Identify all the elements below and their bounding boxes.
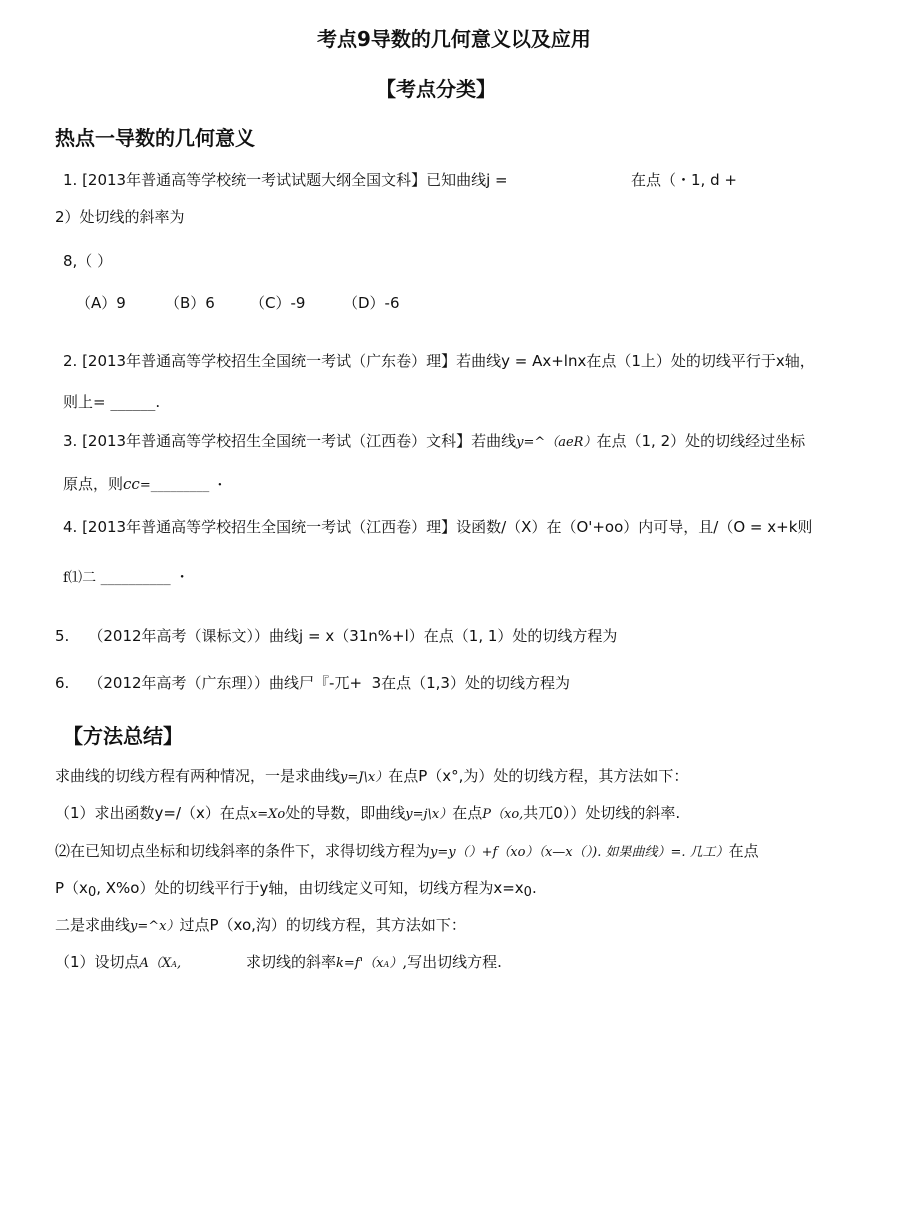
method-p2-g: 共兀0））处切线的斜率. — [523, 804, 681, 822]
method-p6-comma: , — [176, 956, 182, 971]
method-p6-sub1: A — [171, 960, 177, 969]
method-p6-d: 求切线的斜率 — [246, 953, 337, 971]
method-p6-paren: ） — [389, 956, 403, 971]
method-p4-b: , X%o）处的切线平行于y轴，由切线定义可知，切线方程为x=x — [96, 879, 524, 897]
q3-line1-c: 在点（1, 2）处的切线经过坐标 — [596, 432, 806, 450]
q1-line1-b: 在点（・1, d + — [631, 171, 737, 189]
q1-option-a: （A）9 — [76, 294, 126, 312]
method-p2-formula2: y=j\x） — [405, 807, 453, 822]
q1-line2: 2）处切线的斜率为 — [55, 208, 185, 226]
method-p2-formula1: x=Xo — [249, 807, 286, 822]
method-p3-formula: y=y（）+f（xo）（x—x（）). 如果曲线）=. 几工） — [430, 845, 729, 860]
method-p5 — [55, 915, 466, 937]
method-p2-c: 处的导数，即曲线 — [285, 804, 406, 822]
method-p6-right — [246, 952, 502, 975]
method-p5-c: 过点P（xo,沟）的切线方程，其方法如下： — [179, 916, 466, 934]
method-p4-sub1: 0 — [87, 885, 97, 900]
method-p3 — [55, 841, 759, 863]
q4-line1: 4. [2013年普通高等学校招生全国统一考试（江西卷）理】设函数/（X）在（O'+oo）内可导，且/（O = x+k则 — [63, 518, 813, 536]
category-heading: 【考点分类】 — [376, 77, 496, 101]
q3-line1-a: 3. [2013年普通高等学校招生全国统一考试（江西卷）文科】若曲线 — [63, 432, 517, 450]
method-p6-formula2: k=f'（x — [336, 956, 384, 971]
q1-line3: 8,（ ） — [63, 252, 113, 270]
method-p5-a: 二是求曲线 — [55, 916, 131, 934]
method-p4 — [55, 878, 537, 903]
method-p6-a: （1）设切点 — [55, 953, 140, 971]
q1-option-b: （B）6 — [165, 294, 215, 312]
q3-line1-formula: y=^（aeR） — [516, 435, 597, 450]
method-p4-sub2: 0 — [523, 885, 532, 900]
method-p6-g: ,写出切线方程. — [402, 953, 502, 971]
method-heading: 【方法总结】 — [63, 724, 183, 748]
method-p2-a: （1）求出函数y=/（x）在点 — [55, 804, 250, 822]
method-p1-c: 在点P（x°,为）处的切线方程，其方法如下： — [388, 767, 689, 785]
q6-line: 6. （2012年高考（广东理））曲线尸『-兀+ 3在点（1,3）处的切线方程为 — [55, 674, 570, 692]
method-p1 — [55, 766, 688, 788]
q1-line1-a: 1. [2013年普通高等学校统一考试试题大纲全国文科】已知曲线j = — [63, 171, 508, 189]
q3-line2-blank: =_________ ・ — [139, 478, 227, 493]
method-p1-formula: y=J\x） — [340, 770, 389, 785]
method-p4-a: P（x — [55, 879, 88, 897]
method-p5-formula: y=^x） — [130, 919, 180, 934]
method-p1-a: 求曲线的切线方程有两种情况，一是求曲线 — [55, 767, 341, 785]
hot-topic-heading: 热点一导数的几何意义 — [55, 126, 255, 150]
method-p6-left — [55, 952, 181, 975]
q2-line2: 则上= ______. — [63, 393, 161, 411]
q3-line2-var: cc — [123, 475, 140, 493]
q1-option-d: （D）-6 — [343, 294, 400, 312]
q2-line1: 2. [2013年普通高等学校招生全国统一考试（广东卷）理】若曲线y = Ax+lnx在点（1上）处的切线平行于x轴， — [63, 352, 815, 370]
method-p2-formula3: P（xo, — [482, 807, 524, 822]
doc-title: 考点9导数的几何意义以及应用 — [317, 27, 591, 51]
q3-line2 — [63, 474, 226, 496]
method-p6-sub2: A — [383, 960, 390, 969]
method-p3-a: ⑵在已知切点坐标和切线斜率的条件下，求得切线方程为 — [55, 842, 431, 860]
q5-line: 5. （2012年高考（课标文））曲线j = x（31n%+l）在点（1, 1）处的切线方程为 — [55, 627, 618, 645]
method-p2-e: 在点 — [452, 804, 483, 822]
q4-line2: f⑴二 __________ ・ — [63, 570, 190, 586]
q3-line1 — [63, 431, 805, 453]
q3-line2-a: 原点，则 — [63, 475, 124, 493]
method-p3-c: 在点 — [728, 842, 759, 860]
method-p6-formula1: A（X — [139, 956, 172, 971]
q1-option-c: （C）-9 — [250, 294, 306, 312]
method-p2 — [55, 803, 680, 825]
method-p4-c: . — [531, 879, 537, 897]
